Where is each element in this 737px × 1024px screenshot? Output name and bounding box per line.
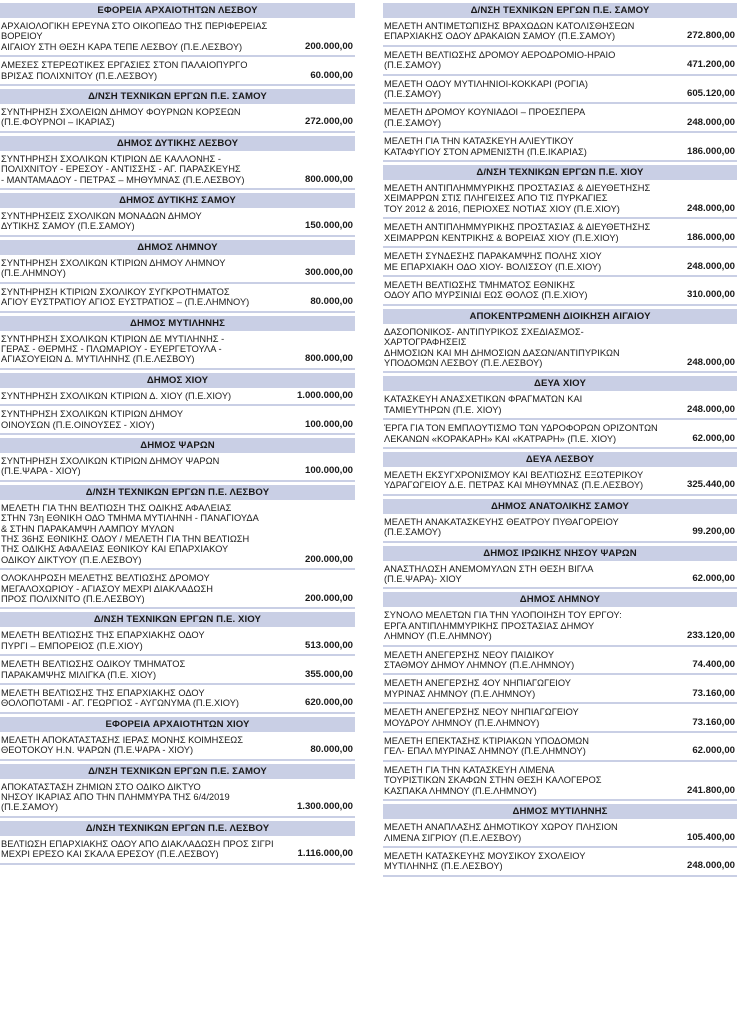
entry-line: ΠΥΡΓΙ – ΕΜΠΟΡΕΙΟΣ (Π.Ε.ΧΙΟΥ) — [1, 640, 143, 651]
entry-line: (Π.Ε.ΣΑΜΟΥ) — [384, 527, 442, 538]
budget-entry — [0, 151, 355, 190]
entry-line: ΣΥΝΤΗΡΗΣΗ ΣΧΟΛΙΚΩΝ ΚΤΙΡΙΩΝ ΔΕ ΜΥΤΙΛΗΝΗΣ - — [1, 333, 225, 344]
entry-line: ΣΥΝΤΗΡΗΣΕΙΣ ΣΧΟΛΙΚΩΝ ΜΟΝΑΔΩΝ ΔΗΜΟΥ — [1, 211, 202, 222]
section-header: Δ/ΝΣΗ ΤΕΧΝΙΚΩΝ ΕΡΓΩΝ Π.Ε. ΣΑΜΟΥ — [0, 89, 355, 104]
budget-entry — [383, 467, 737, 496]
entry-line: ΣΥΝΟΛΟ ΜΕΛΕΤΩΝ ΓΙΑ ΤΗΝ ΥΛΟΠΟΙΗΣΗ ΤΟΥ ΕΡΓΟΥ: — [384, 610, 622, 621]
entry-description — [384, 327, 737, 369]
entry-description — [1, 21, 355, 52]
entry-line: ΜΕΛΕΤΗ ΣΥΝΔΕΣΗΣ ΠΑΡΑΚΑΜΨΗΣ ΠΟΛΗΣ ΧΙΟΥ — [384, 251, 602, 262]
entry-line: ΑΓΙΑΣΟΥΕΙΩΝ Δ. ΜΥΤΙΛΗΝΗΣ (Π.Ε.ΛΕΣΒΟΥ) — [1, 354, 195, 365]
entry-line: ΣΥΝΤΗΡΗΣΗ ΚΤΙΡΙΩΝ ΣΧΟΛΙΚΟΥ ΣΥΓΚΡΟΤΗΜΑΤΟΣ — [1, 286, 230, 297]
budget-entry — [383, 607, 737, 646]
budget-entry — [383, 76, 737, 105]
entry-description — [1, 60, 355, 81]
entry-amount: 74.400,00 — [692, 659, 735, 671]
entry-amount: 513.000,00 — [304, 639, 353, 651]
entry-description — [1, 456, 355, 477]
budget-entry — [0, 656, 355, 685]
entry-line: ΜΕΛΕΤΗ ΓΙΑ ΤΗΝ ΚΑΤΑΣΚΕΥΗ ΛΙΜΕΝΑ — [384, 764, 555, 775]
entry-amount: 605.120,00 — [686, 88, 735, 100]
entry-amount: 248.000,00 — [686, 260, 735, 272]
entry-description — [384, 107, 737, 128]
entry-line: ΣΤΑΘΜΟΥ ΔΗΜΟΥ ΛΗΜΝΟΥ (Π.Ε.ΛΗΜΝΟΥ) — [384, 660, 575, 671]
entry-description — [384, 765, 737, 796]
entry-line: ΤΗΣ ΟΔΙΚΗΣ ΑΦΑΛΕΙΑΣ ΕΘΝΙΚΟΥ ΚΑΙ ΕΠΑΡΧΙΑΚΟΥ — [1, 544, 229, 555]
section-header: ΔΗΜΟΣ ΔΥΤΙΚΗΣ ΣΑΜΟΥ — [0, 193, 355, 208]
entry-line: ΜΕΛΕΤΗ ΓΙΑ ΤΗΝ ΚΑΤΑΣΚΕΥΗ ΑΛΙΕΥΤΙΚΟΥ — [384, 136, 574, 147]
entry-amount: 620.000,00 — [304, 697, 353, 709]
entry-line: ΜΕΛΕΤΗ ΑΝΕΓΕΡΣΗΣ ΝΕΟΥ ΝΗΠΙΑΓΩΓΕΙΟΥ — [384, 707, 579, 718]
entry-description — [384, 79, 737, 100]
budget-entry — [0, 685, 355, 714]
entry-description — [384, 136, 737, 157]
left-column — [0, 3, 355, 865]
section-header: ΔΗΜΟΣ ΛΗΜΝΟΥ — [0, 240, 355, 255]
entry-description — [1, 107, 355, 128]
entry-line: ΓΕΛ- ΕΠΑΛ ΜΥΡΙΝΑΣ ΛΗΜΝΟΥ (Π.Ε.ΛΗΜΝΟΥ) — [384, 746, 586, 757]
entry-line: (Π.Ε.ΨΑΡΑ)- ΧΙΟΥ — [384, 574, 462, 584]
entry-description — [1, 688, 355, 709]
entry-line: (Π.Ε.ΛΗΜΝΟΥ) — [1, 268, 66, 279]
budget-entry — [0, 388, 355, 406]
budget-entry — [0, 18, 355, 57]
entry-description — [384, 610, 737, 641]
entry-line: ΜΟΥΔΡΟΥ ΛΗΜΝΟΥ (Π.Ε.ΛΗΜΝΟΥ) — [384, 717, 540, 728]
entry-line: ΚΑΤΑΦΥΓΙΟΥ ΣΤΟΝ ΑΡΜΕΝΙΣΤΗ (Π.Ε.ΙΚΑΡΙΑΣ) — [384, 146, 587, 157]
entry-description — [384, 650, 737, 671]
entry-line: ΧΕΙΜΑΡΡΩΝ ΚΕΝΤΡΙΚΗΣ & ΒΟΡΕΙΑΣ ΧΙΟΥ (Π.Ε.ΧΙΟΥ) — [384, 232, 619, 243]
budget-entry — [383, 18, 737, 47]
budget-entry — [383, 180, 737, 219]
entry-line: ΑΡΧΑΙΟΛΟΓΙΚΗ ΕΡΕΥΝΑ ΣΤΟ ΟΙΚΟΠΕΔΟ ΤΗΣ ΠΕΡΙΦΕΡΕΙΑΣ ΒΟΡΕΙΟΥ — [1, 21, 268, 42]
budget-entry — [383, 514, 737, 543]
entry-line: ΟΛΟΚΛΗΡΩΣΗ ΜΕΛΕΤΗΣ ΒΕΛΤΙΩΣΗΣ ΔΡΟΜΟΥ — [1, 573, 210, 584]
entry-description — [384, 251, 737, 272]
budget-entry — [0, 406, 355, 435]
entry-line: ΣΤΗΝ 73η ΕΘΝΙΚΗ ΟΔΟ ΤΜΗΜΑ ΜΥΤΙΛΗΝΗ - ΠΑΝΑΓΙΟΥΔΑ — [1, 513, 259, 524]
entry-amount: 80.000,00 — [310, 296, 353, 308]
budget-entry — [383, 420, 737, 449]
entry-amount: 355.000,00 — [304, 668, 353, 680]
section-header: Δ/ΝΣΗ ΤΕΧΝΙΚΩΝ ΕΡΓΩΝ Π.Ε. ΛΕΣΒΟΥ — [0, 821, 355, 836]
entry-line: ΠΑΡΑΚΑΜΨΗΣ ΜΙΛΙΓΚΑ (Π.Ε. ΧΙΟΥ) — [1, 669, 157, 680]
budget-entry — [383, 248, 737, 277]
entry-description — [1, 659, 355, 680]
entry-amount: 150.000,00 — [304, 220, 353, 232]
budget-entry — [0, 836, 355, 865]
entry-amount: 73.160,00 — [692, 687, 735, 699]
entry-line: ΜΕΛΕΤΗ ΕΚΣΥΓΧΡΟΝΙΣΜΟΥ ΚΑΙ ΒΕΛΤΙΩΣΗΣ ΕΞΩΤΕΡΙΚΟΥ — [384, 469, 644, 480]
entry-amount: 272.000,00 — [304, 116, 353, 128]
entry-line: ΓΕΡΑΣ - ΘΕΡΜΗΣ - ΠΛΩΜΑΡΙΟΥ - ΕΥΕΡΓΕΤΟΥΛΑ - — [1, 343, 222, 354]
budget-entry — [0, 453, 355, 482]
entry-description — [384, 564, 737, 585]
budget-entry — [383, 219, 737, 248]
entry-line: ΤΟΥΡΙΣΤΙΚΩΝ ΣΚΑΦΩΝ ΣΤΗΝ ΘΕΣΗ ΚΑΛΟΓΕΡΟΣ — [384, 775, 602, 786]
right-column — [383, 3, 737, 877]
entry-line: ΜΕΛΕΤΗ ΑΝΤΙΜΕΤΩΠΙΣΗΣ ΒΡΑΧΩΔΩΝ ΚΑΤΟΛΙΣΘΗΣΕΩΝ — [384, 21, 635, 31]
section-header: ΕΦΟΡΕΙΑ ΑΡΧΑΙΟΤΗΤΩΝ ΧΙΟΥ — [0, 717, 355, 732]
budget-entry — [0, 284, 355, 313]
entry-line: ΣΥΝΤΗΡΗΣΗ ΣΧΟΛΙΚΩΝ ΚΤΙΡΙΩΝ ΔΗΜΟΥ — [1, 409, 184, 420]
entry-line: ΛΕΚΑΝΩΝ «ΚΟΡΑΚΑΡΗ» ΚΑΙ «ΚΑΤΡΑΡΗ» (Π.Ε. ΧΙΟΥ) — [384, 433, 617, 444]
entry-amount: 310.000,00 — [686, 289, 735, 301]
entry-amount: 200.000,00 — [304, 553, 353, 565]
entry-description — [1, 503, 355, 565]
entry-description — [384, 678, 737, 699]
entry-line: ΣΥΝΤΗΡΗΣΗ ΣΧΟΛΙΚΩΝ ΚΤΙΡΙΩΝ ΔΗΜΟΥ ΨΑΡΩΝ — [1, 455, 220, 466]
entry-line: ΣΥΝΤΗΡΗΣΗ ΣΧΟΛΙΚΩΝ ΚΤΙΡΙΩΝ Δ. ΧΙΟΥ (Π.Ε.ΧΙΟΥ) — [1, 390, 232, 401]
budget-entry — [383, 324, 737, 374]
section-header: ΔΗΜΟΣ ΔΥΤΙΚΗΣ ΛΕΣΒΟΥ — [0, 136, 355, 151]
entry-amount: 233.120,00 — [686, 630, 735, 642]
entry-description — [1, 735, 355, 756]
entry-amount: 99.200,00 — [692, 526, 735, 538]
entry-line: ΑΝΑΣΤΗΛΩΣΗ ΑΝΕΜΟΜΥΛΩΝ ΣΤΗ ΘΕΣΗ ΒΙΓΛΑ — [384, 563, 594, 574]
entry-amount: 73.160,00 — [692, 716, 735, 728]
entry-line: ΤΟΥ 2012 & 2016, ΠΕΡΙΟΧΕΣ ΝΟΤΙΑΣ ΧΙΟΥ (Π.Ε.ΧΙΟΥ) — [384, 203, 620, 214]
entry-amount: 471.200,00 — [686, 59, 735, 71]
entry-amount: 105.400,00 — [686, 831, 735, 843]
entry-line: ΣΥΝΤΗΡΗΣΗ ΣΧΟΛΙΚΩΝ ΚΤΙΡΙΩΝ ΔΕ ΚΑΛΛΟΝΗΣ - — [1, 153, 221, 164]
entry-description — [384, 50, 737, 71]
entry-line: (Π.Ε.ΣΑΜΟΥ) — [384, 89, 442, 100]
entry-line: ΑΠΟΚΑΤΑΣΤΑΣΗ ΖΗΜΙΩΝ ΣΤΟ ΟΔΙΚΟ ΔΙΚΤΥΟ — [1, 781, 201, 792]
entry-amount: 300.000,00 — [304, 267, 353, 279]
entry-amount: 1.300.000,00 — [296, 801, 353, 813]
entry-amount: 186.000,00 — [686, 145, 735, 157]
entry-description — [384, 222, 737, 243]
entry-line: ΜΕΛΕΤΗ ΓΙΑ ΤΗΝ ΒΕΛΤΙΩΣΗ ΤΗΣ ΟΔΙΚΗΣ ΑΦΑΛΕΙΑΣ — [1, 502, 232, 513]
entry-line: ΜΕΛΕΤΗ ΒΕΛΤΙΩΣΗΣ ΟΔΙΚΟΥ ΤΜΗΜΑΤΟΣ — [1, 659, 186, 670]
entry-line: ΒΡΙΣΑΣ ΠΟΛΙΧΝΙΤΟΥ (Π.Ε.ΛΕΣΒΟΥ) — [1, 70, 158, 81]
section-header: ΔΕΥΑ ΛΕΣΒΟΥ — [383, 452, 737, 467]
entry-line: ΧΕΙΜΑΡΡΩΝ ΣΤΙΣ ΠΛΗΓΕΙΣΕΣ ΑΠΟ ΤΙΣ ΠΥΡΚΑΓΙΕΣ — [384, 193, 608, 204]
entry-line: ΚΑΣΠΑΚΑ ΛΗΜΝΟΥ (Π.Ε.ΛΗΜΝΟΥ) — [384, 785, 537, 796]
section-header: Δ/ΝΣΗ ΤΕΧΝΙΚΩΝ ΕΡΓΩΝ Π.Ε. ΛΕΣΒΟΥ — [0, 485, 355, 500]
entry-description — [384, 183, 737, 214]
budget-entry — [0, 570, 355, 609]
entry-line: ΜΕΛΕΤΗ ΚΑΤΑΣΚΕΥΗΣ ΜΟΥΣΙΚΟΥ ΣΧΟΛΕΙΟΥ — [384, 850, 586, 861]
entry-line: ΤΑΜΙΕΥΤΗΡΩΝ (Π.Ε. ΧΙΟΥ) — [384, 404, 502, 415]
entry-line: ΜΕΛΕΤΗ ΒΕΛΤΙΩΣΗΣ ΤΗΣ ΕΠΑΡΧΙΑΚΗΣ ΟΔΟΥ — [1, 688, 205, 699]
entry-line: ΜΕ ΕΠΑΡΧΙΑΚΗ ΟΔΟ ΧΙΟΥ- ΒΟΛΙΣΣΟΥ (Π.Ε.ΧΙΟΥ) — [384, 261, 602, 272]
entry-line: ΚΑΤΑΣΚΕΥΗ ΑΝΑΣΧΕΤΙΚΩΝ ΦΡΑΓΜΑΤΩΝ ΚΑΙ — [384, 394, 583, 405]
budget-entry — [0, 331, 355, 370]
section-header: ΔΗΜΟΣ ΜΥΤΙΛΗΝΗΣ — [0, 316, 355, 331]
entry-amount: 62.000,00 — [692, 745, 735, 757]
budget-entry — [0, 255, 355, 284]
entry-line: ΈΡΓΑ ΓΙΑ ΤΟΝ ΕΜΠΛΟΥΤΙΣΜΟ ΤΩΝ ΥΔΡΟΦΟΡΩΝ ΟΡΙΖΟΝΤΩΝ — [384, 423, 658, 434]
entry-description — [384, 736, 737, 757]
section-header: Δ/ΝΣΗ ΤΕΧΝΙΚΩΝ ΕΡΓΩΝ Π.Ε. ΣΑΜΟΥ — [0, 764, 355, 779]
budget-entry — [383, 133, 737, 162]
budget-entry — [383, 277, 737, 306]
entry-line: (Π.Ε.ΨΑΡΑ - ΧΙΟΥ) — [1, 466, 81, 477]
entry-description — [1, 258, 355, 279]
entry-line: ΑΓΙΟΥ ΕΥΣΤΡΑΤΙΟΥ ΑΓΙΟΣ ΕΥΣΤΡΑΤΙΟΣ – (Π.Ε.ΛΗΜΝΟΥ) — [1, 297, 250, 308]
entry-line: ΜΕΛΕΤΗ ΒΕΛΤΙΩΣΗΣ ΔΡΟΜΟΥ ΑΕΡΟΔΡΟΜΙΟ-ΗΡΑΙΟ — [384, 49, 616, 60]
entry-amount: 100.000,00 — [304, 465, 353, 477]
entry-line: ΑΙΓΑΙΟΥ ΣΤΗ ΘΕΣΗ ΚΑΡΑ ΤΕΠΕ ΛΕΣΒΟΥ (Π.Ε.ΛΕΣΒΟΥ) — [1, 41, 243, 52]
entry-amount: 248.000,00 — [686, 202, 735, 214]
entry-line: ΥΠΟΔΟΜΩΝ ΛΕΣΒΟΥ (Π.Ε.ΛΕΣΒΟΥ) — [384, 357, 543, 368]
entry-line: ΜΕΛΕΤΗ ΟΔΟΥ ΜΥΤΙΛΗΝΙΟΙ-ΚΟΚΚΑΡΙ (ΡΟΓΙΑ) — [384, 78, 588, 89]
entry-line: ΛΙΜΕΝΑ ΣΙΓΡΙΟΥ (Π.Ε.ΛΕΣΒΟΥ) — [384, 832, 522, 843]
entry-line: ΥΔΡΑΓΩΓΕΙΟΥ Δ.Ε. ΠΕΤΡΑΣ ΚΑΙ ΜΗΘΥΜΝΑΣ (Π.Ε.ΛΕΣΒΟΥ) — [384, 480, 644, 491]
entry-line: ΜΕΓΑΛΟΧΩΡΙΟΥ - ΑΓΙΑΣΟΥ ΜΕΧΡΙ ΔΙΑΚΛΑΔΩΣΗ — [1, 583, 213, 594]
entry-line: ΔΗΜΟΣΙΩΝ ΚΑΙ ΜΗ ΔΗΜΟΣΙΩΝ ΔΑΣΩΝ/ΑΝΤΙΠΥΡΙΚΩΝ — [384, 347, 620, 358]
section-header: Δ/ΝΣΗ ΤΕΧΝΙΚΩΝ ΕΡΓΩΝ Π.Ε. ΣΑΜΟΥ — [383, 3, 737, 18]
entry-line: (Π.Ε.ΣΑΜΟΥ) — [1, 802, 59, 813]
budget-entry — [383, 675, 737, 704]
entry-line: ΜΕΛΕΤΗ ΑΝΑΚΑΤΑΣΚΕΥΗΣ ΘΕΑΤΡΟΥ ΠΥΘΑΓΟΡΕΙΟΥ — [384, 516, 619, 527]
entry-line: ΜΕΛΕΤΗ ΒΕΛΤΙΩΣΗΣ ΤΗΣ ΕΠΑΡΧΙΑΚΗΣ ΟΔΟΥ — [1, 630, 205, 641]
entry-line: ΘΕΟΤΟΚΟΥ Η.Ν. ΨΑΡΩΝ (Π.Ε.ΨΑΡΑ - ΧΙΟΥ) — [1, 745, 194, 756]
entry-description — [384, 707, 737, 728]
entry-amount: 200.000,00 — [304, 593, 353, 604]
section-header: ΔΗΜΟΣ ΨΑΡΩΝ — [0, 438, 355, 453]
budget-entry — [0, 779, 355, 818]
budget-entry — [0, 627, 355, 656]
budget-entry — [0, 500, 355, 570]
entry-line: ΜΕΛΕΤΗ ΑΝΤΙΠΛΗΜΜΥΡΙΚΗΣ ΠΡΟΣΤΑΣΙΑΣ & ΔΙΕΥΘΕΤΗΣΗΣ — [384, 183, 651, 194]
section-header: ΔΗΜΟΣ ΙΡΩΙΚΗΣ ΝΗΣΟΥ ΨΑΡΩΝ — [383, 546, 737, 561]
entry-line: ΕΡΓΑ ΑΝΤΙΠΛΗΜΜΥΡΙΚΗΣ ΠΡΟΣΤΑΣΙΑΣ ΔΗΜΟΥ — [384, 620, 595, 631]
entry-line: ΜΕΛΕΤΗ ΑΝΤΙΠΛΗΜΜΥΡΙΚΗΣ ΠΡΟΣΤΑΣΙΑΣ & ΔΙΕΥΘΕΤΗΣΗΣ — [384, 222, 651, 233]
budget-entry — [383, 104, 737, 133]
entry-description — [1, 211, 355, 232]
entry-description — [384, 280, 737, 301]
entry-description — [384, 851, 737, 872]
entry-line: ΠΡΟΣ ΠΟΛΙΧΝΙΤΟ (Π.Ε.ΛΕΣΒΟΥ) — [1, 594, 145, 604]
section-header: ΔΕΥΑ ΧΙΟΥ — [383, 376, 737, 391]
entry-line: - ΜΑΝΤΑΜΑΔΟΥ - ΠΕΤΡΑΣ – ΜΗΘΥΜΝΑΣ (Π.Ε.ΛΕΣΒΟΥ) — [1, 174, 245, 185]
entry-amount: 200.000,00 — [304, 40, 353, 52]
entry-description — [384, 423, 737, 444]
entry-amount: 800.000,00 — [304, 173, 353, 185]
section-header: ΑΠΟΚΕΝΤΡΩΜΕΝΗ ΔΙΟΙΚΗΣΗ ΑΙΓΑΙΟΥ — [383, 309, 737, 324]
budget-entry — [0, 732, 355, 761]
entry-line: ΤΗΣ 36ΗΣ ΕΘΝΙΚΗΣ ΟΔΟΥ / ΜΕΛΕΤΗ ΓΙΑ ΤΗΝ ΒΕΛΤΙΩΣΗ — [1, 533, 250, 544]
section-header: Δ/ΝΣΗ ΤΕΧΝΙΚΩΝ ΕΡΓΩΝ Π.Ε. ΧΙΟΥ — [0, 612, 355, 627]
section-header: ΔΗΜΟΣ ΧΙΟΥ — [0, 373, 355, 388]
entry-line: ΜΕΛΕΤΗ ΑΝΕΓΕΡΣΗΣ ΝΕΟΥ ΠΑΙΔΙΚΟΥ — [384, 649, 555, 660]
budget-entry — [383, 647, 737, 676]
entry-description — [384, 822, 737, 843]
entry-description — [384, 394, 737, 415]
entry-line: ΜΕΛΕΤΗ ΕΠΕΚΤΑΣΗΣ ΚΤΙΡΙΑΚΩΝ ΥΠΟΔΟΜΩΝ — [384, 736, 589, 747]
budget-entry — [383, 47, 737, 76]
entry-line: & ΣΤΗΝ ΠΑΡΑΚΑΜΨΗ ΛΑΜΠΟΥ ΜΥΛΩΝ — [1, 523, 175, 534]
entry-amount: 62.000,00 — [692, 573, 735, 584]
entry-line: ΟΙΝΟΥΣΩΝ (Π.Ε.ΟΙΝΟΥΣΕΣ - ΧΙΟΥ) — [1, 419, 155, 430]
budget-entry — [0, 104, 355, 133]
entry-line: ΣΥΝΤΗΡΗΣΗ ΣΧΟΛΙΚΩΝ ΚΤΙΡΙΩΝ ΔΗΜΟΥ ΛΗΜΝΟΥ — [1, 257, 226, 268]
entry-line: ΜΕΛΕΤΗ ΑΠΟΚΑΤΑΣΤΑΣΗΣ ΙΕΡΑΣ ΜΟΝΗΣ ΚΟΙΜΗΣΕΩΣ — [1, 734, 243, 745]
section-header: ΕΦΟΡΕΙΑ ΑΡΧΑΙΟΤΗΤΩΝ ΛΕΣΒΟΥ — [0, 3, 355, 18]
entry-description — [1, 409, 355, 430]
entry-line: ΔΥΤΙΚΗΣ ΣΑΜΟΥ (Π.Ε.ΣΑΜΟΥ) — [1, 221, 135, 232]
entry-description — [1, 287, 355, 308]
entry-line: (Π.Ε.ΣΑΜΟΥ) — [384, 117, 442, 128]
entry-amount: 248.000,00 — [686, 116, 735, 128]
budget-entry — [383, 848, 737, 877]
entry-line: ΟΔΟΥ ΑΠΟ ΜΥΡΣΙΝΙΔΙ ΕΩΣ ΘΟΛΟΣ (Π.Ε.ΧΙΟΥ) — [384, 290, 588, 301]
budget-entry — [383, 391, 737, 420]
entry-line: ΑΜΕΣΕΣ ΣΤΕΡΕΩΤΙΚΕΣ ΕΡΓΑΣΙΕΣ ΣΤΟΝ ΠΑΛΑΙΟΠΥΡΓΟ — [1, 60, 248, 71]
entry-line: ΜΕΛΕΤΗ ΔΡΟΜΟΥ ΚΟΥΝΙΑΔΟΙ – ΠΡΟΕΣΠΕΡΑ — [384, 107, 586, 118]
budget-entry — [0, 208, 355, 237]
entry-line: ΝΗΣΟΥ ΙΚΑΡΙΑΣ ΑΠΟ ΤΗΝ ΠΛΗΜΜΥΡΑ ΤΗΣ 6/4/2019 — [1, 792, 230, 803]
entry-amount: 1.116.000,00 — [297, 848, 353, 860]
entry-line: ΜΕΧΡΙ ΕΡΕΣΟ ΚΑΙ ΣΚΑΛΑ ΕΡΕΣΟΥ (Π.Ε.ΛΕΣΒΟΥ) — [1, 849, 219, 860]
entry-amount: 325.440,00 — [686, 479, 735, 491]
entry-line: ΣΥΝΤΗΡΗΣΗ ΣΧΟΛΕΙΩΝ ΔΗΜΟΥ ΦΟΥΡΝΩΝ ΚΟΡΣΕΩΝ — [1, 107, 241, 118]
budget-entry — [383, 819, 737, 848]
entry-line: ΜΥΤΙΛΗΝΗΣ (Π.Ε.ΛΕΣΒΟΥ) — [384, 861, 503, 872]
budget-entry — [383, 762, 737, 801]
entry-amount: 272.800,00 — [686, 30, 735, 42]
entry-amount: 248.000,00 — [686, 860, 735, 872]
entry-amount: 800.000,00 — [304, 353, 353, 365]
entry-description — [384, 470, 737, 491]
entry-amount: 186.000,00 — [686, 231, 735, 243]
entry-line: ΟΔΙΚΟΥ ΔΙΚΤΥΟΥ (Π.Ε.ΛΕΣΒΟΥ) — [1, 554, 142, 565]
entry-line: ΕΠΑΡΧΙΑΚΗΣ ΟΔΟΥ ΔΡΑΚΑΙΩΝ ΣΑΜΟΥ (Π.Ε.ΣΑΜΟΥ) — [384, 31, 616, 42]
entry-amount: 248.000,00 — [686, 403, 735, 415]
entry-amount: 60.000,00 — [310, 69, 353, 81]
section-header: Δ/ΝΣΗ ΤΕΧΝΙΚΩΝ ΕΡΓΩΝ Π.Ε. ΧΙΟΥ — [383, 165, 737, 180]
entry-line: (Π.Ε.ΣΑΜΟΥ) — [384, 60, 442, 71]
entry-line: ΒΕΛΤΙΩΣΗ ΕΠΑΡΧΙΑΚΗΣ ΟΔΟΥ ΑΠΟ ΔΙΑΚΛΑΔΩΣΗ ΠΡΟΣ ΣΙΓΡΙ — [1, 838, 274, 849]
budget-entry — [0, 57, 355, 86]
entry-description — [1, 334, 355, 365]
budget-entry — [383, 561, 737, 590]
entry-line: ΜΕΛΕΤΗ ΑΝΕΓΕΡΣΗΣ 4ΟΥ ΝΗΠΙΑΓΩΓΕΙΟΥ — [384, 678, 571, 689]
entry-description — [1, 630, 355, 651]
entry-amount: 241.800,00 — [686, 784, 735, 796]
entry-line: ΜΥΡΙΝΑΣ ΛΗΜΝΟΥ (Π.Ε.ΛΗΜΝΟΥ) — [384, 688, 536, 699]
entry-line: ΠΟΛΙΧΝΙΤΟΥ - ΕΡΕΣΟΥ - ΑΝΤΙΣΣΗΣ - ΑΓ. ΠΑΡΑΣΚΕΥΗΣ — [1, 164, 241, 175]
entry-amount: 100.000,00 — [304, 418, 353, 430]
entry-description — [1, 154, 355, 185]
entry-description — [384, 21, 737, 42]
budget-entry — [383, 704, 737, 733]
entry-line: ΛΗΜΝΟΥ (Π.Ε.ΛΗΜΝΟΥ) — [384, 631, 492, 642]
budget-entry — [383, 733, 737, 762]
entry-description — [1, 573, 355, 604]
section-header: ΔΗΜΟΣ ΛΗΜΝΟΥ — [383, 592, 737, 607]
entry-line: (Π.Ε.ΦΟΥΡΝΟΙ – ΙΚΑΡΙΑΣ) — [1, 117, 115, 128]
section-header: ΔΗΜΟΣ ΜΥΤΙΛΗΝΗΣ — [383, 804, 737, 819]
entry-amount: 1.000.000,00 — [296, 389, 353, 401]
entry-line: ΜΕΛΕΤΗ ΑΝΑΠΛΑΣΗΣ ΔΗΜΟΤΙΚΟΥ ΧΩΡΟΥ ΠΛΗΣΙΟΝ — [384, 822, 618, 833]
entry-amount: 80.000,00 — [310, 744, 353, 756]
entry-description — [384, 517, 737, 538]
entry-line: ΜΕΛΕΤΗ ΒΕΛΤΙΩΣΗΣ ΤΜΗΜΑΤΟΣ ΕΘΝΙΚΗΣ — [384, 279, 575, 290]
entry-line: ΔΑΣΟΠΟΝΙΚΟΣ- ΑΝΤΙΠΥΡΙΚΟΣ ΣΧΕΔΙΑΣΜΟΣ-ΧΑΡΤΟΓΡΑΦΗΣΕΙΣ — [384, 326, 584, 348]
entry-amount: 62.000,00 — [692, 432, 735, 444]
entry-amount: 248.000,00 — [686, 356, 735, 368]
section-header: ΔΗΜΟΣ ΑΝΑΤΟΛΙΚΗΣ ΣΑΜΟΥ — [383, 499, 737, 514]
entry-line: ΘΟΛΟΠΟΤΑΜΙ - ΑΓ. ΓΕΩΡΓΙΟΣ - ΑΥΓΩΝΥΜΑ (Π.Ε.ΧΙΟΥ) — [1, 698, 240, 709]
